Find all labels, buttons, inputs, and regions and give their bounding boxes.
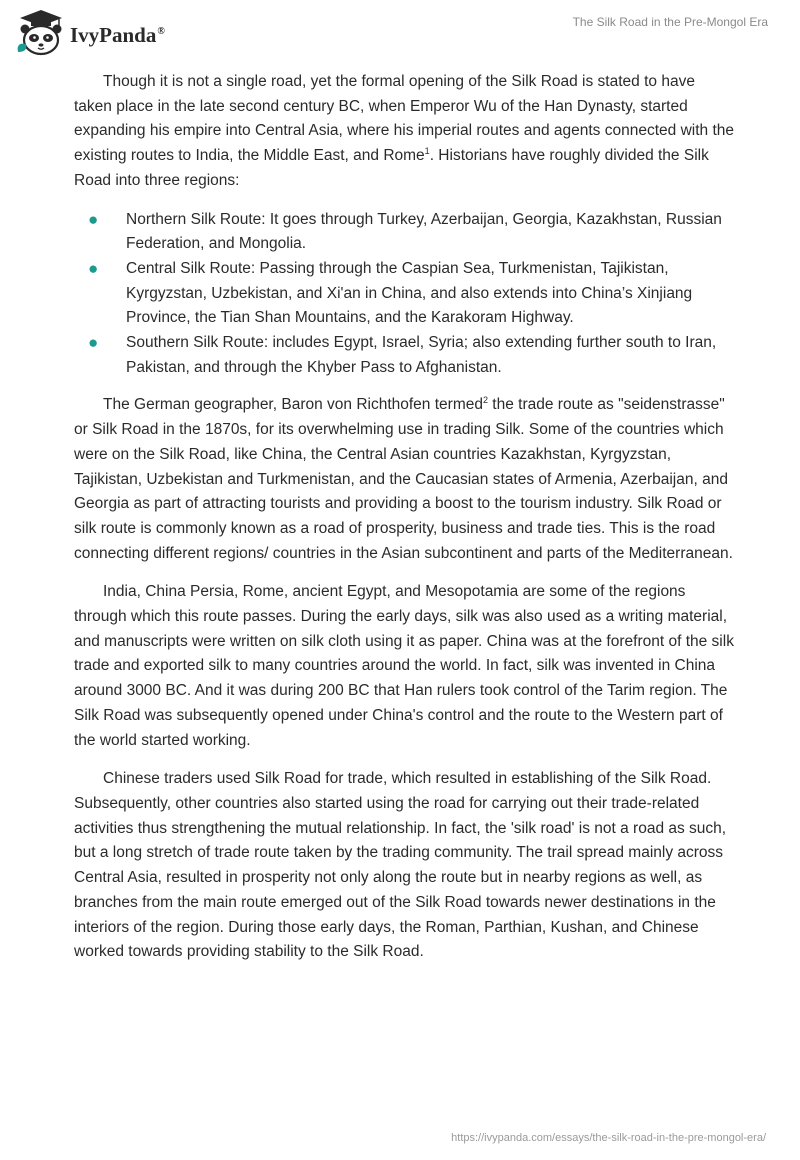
paragraph-3: India, China Persia, Rome, ancient Egypt, and Mesopotamia are some of the regions through which this route passes. During the early days, silk was also used as a writing material, and manuscripts were written on silk cloth using it as paper. China was at the forefront of the silk trade and exported silk to many countries around the world. In fact, silk was invented in China around 3000 BC. And it was during 200 BC that Han rulers took control of the Tarim region. The Silk Road was subsequently opened under China's control and the route to the Western part of the world started working. (74, 583, 734, 749)
logo-wordmark: IvyPanda® (70, 22, 165, 47)
document-title: The Silk Road in the Pre-Mongol Era (572, 15, 768, 29)
list-item: ● Northern Silk Route: It goes through Turkey, Azerbaijan, Georgia, Kazakhstan, Russian Federation, and Mongolia. (88, 209, 722, 253)
paragraph-4: Chinese traders used Silk Road for trade, which resulted in establishing of the Silk Road. Subsequently, other countries also started using the road for carrying out their trade-related activities thus strengthening the mutual relationship. In fact, the 'silk road' is not a road as such, but a long stretch of trade route taken by the trading community. The trail spread mainly across Central Asia, resulted in prosperity not only along the route but in nearby regions as well, as branches from the main route emerged out of the Silk Road towards newer destinations in the interiors of the region. During those early days, the Roman, Parthian, Kushan, and Chinese worked towards providing stability to the Silk Road. (74, 770, 727, 961)
page-header (0, 0, 800, 70)
footnote-ref[interactable]: 1 (424, 145, 430, 156)
bullet-icon: ● (88, 258, 99, 278)
ivypanda-logo[interactable] (14, 8, 165, 58)
bullet-icon: ● (88, 209, 99, 229)
paragraph-2: The German geographer, Baron von Richthofen termed$^2$ the trade route as "seidenstrasse" or Silk Road in the 1870s, for its overwhelming use in trading Silk. Some of the countries which were on the Silk Road, like China, the Central Asian countries Kazakhstan, Kyrgyzstan, Tajikistan, Uzbekistan and Turkmenistan, and the Caucasian states of Armenia, Azerbaijan, and Georgia as part of attracting tourists and providing a boost to the tourism industry. Silk Road or silk route is commonly known as a road of prosperity, business and trade ties. This is the road connecting different regions/ countries in the Asian subcontinent and parts of the Mediterranean. (74, 395, 733, 562)
silk-route-list (74, 208, 734, 381)
list-item: ● Central Silk Route: Passing through the Caspian Sea, Turkmenistan, Tajikistan, Kyrgyzstan, Uzbekistan, and Xi'an in China, and also extends into China’s Xinjiang Province, the Tian Shan Mountains, and the Karakoram Highway. (88, 258, 693, 327)
paragraph-1: Though it is not a single road, yet the formal opening of the Silk Road is stated to have taken place in the late second century BC, when Emperor Wu of the Han Dynasty, started expanding his empire into Central Asia, where his imperial routes and agents connected with the existing routes to India, the Middle East, and Rome$^1$. Historians have roughly divided the Silk Road into three regions: (74, 73, 734, 189)
panda-logo-icon (14, 8, 68, 58)
footnote-ref[interactable]: 2 (482, 395, 488, 406)
bullet-icon: ● (88, 333, 99, 353)
list-item: ● Southern Silk Route: includes Egypt, Israel, Syria; also extending further south to Iran, Pakistan, and through the Khyber Pass to Afghanistan. (88, 333, 717, 376)
source-url[interactable]: https://ivypanda.com/essays/the-silk-road-in-the-pre-mongol-era/ (451, 1132, 766, 1144)
essay-body (74, 70, 734, 979)
